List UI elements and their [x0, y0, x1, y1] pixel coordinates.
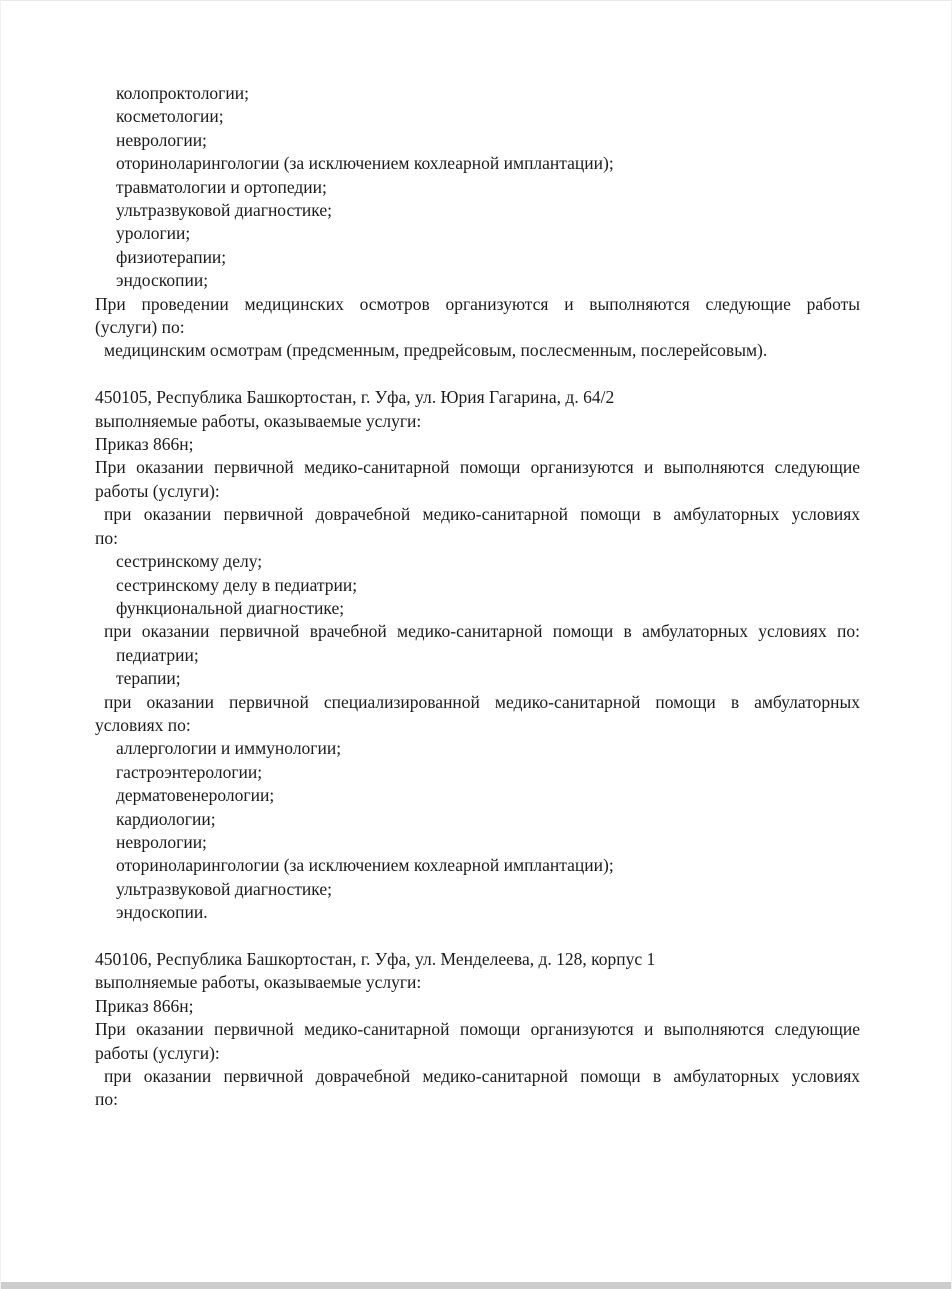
document-line: по: [95, 1089, 118, 1110]
document-line: работы (услуги): [95, 1042, 220, 1063]
document-line: неврологии; [116, 831, 207, 852]
document-line: сестринскому делу; [116, 551, 263, 572]
document-line: физиотерапии; [116, 246, 227, 267]
document-line: ультразвуковой диагностике; [116, 878, 332, 899]
document-line: 450105, Республика Башкортостан, г. Уфа, ул. Юрия Гагарина, д. 64/2 [95, 387, 615, 408]
document-line: При оказании первичной медико-санитарной помощи организуются и выполняются следующие [95, 457, 860, 478]
document-line: травматологии и ортопедии; [116, 176, 327, 197]
document-line: по: [95, 527, 118, 548]
document-line: урологии; [116, 223, 191, 244]
document-line: функциональной диагностике; [116, 597, 345, 618]
document-line: (услуги) по: [95, 317, 185, 338]
document-line: колопроктологии; [116, 83, 249, 103]
document-line: кардиологии; [116, 808, 216, 829]
document-line: ультразвуковой диагностике; [116, 200, 332, 221]
document-line: эндоскопии. [116, 902, 208, 923]
page-bottom-edge [1, 1282, 951, 1289]
document-line: при оказании первичной специализированной медико-санитарной помощи в амбулаторных [104, 691, 860, 712]
blank-line [95, 925, 860, 948]
document-line: дерматовенерологии; [116, 785, 275, 806]
document-line: терапии; [116, 668, 181, 689]
document-line: выполняемые работы, оказываемые услуги: [95, 410, 422, 431]
document-line: оториноларингологии (за исключением кохлеарной имплантации); [116, 855, 614, 876]
document-line: условиях по: [95, 714, 191, 735]
document-line: При оказании первичной медико-санитарной помощи организуются и выполняются следующие [95, 1019, 860, 1040]
document-line: гастроэнтерологии; [116, 761, 263, 782]
document-line: при оказании первичной врачебной медико-санитарной помощи в амбулаторных условиях по: [104, 621, 860, 642]
document-line: педиатрии; [116, 644, 199, 665]
document-line: медицинским осмотрам (предсменным, предрейсовым, послесменным, послерейсовым). [104, 340, 768, 361]
document-line: 450106, Республика Башкортостан, г. Уфа, ул. Менделеева, д. 128, корпус 1 [95, 949, 656, 969]
document-line: при оказании первичной доврачебной медико-санитарной помощи в амбулаторных условиях [104, 1066, 860, 1087]
document-line: сестринскому делу в педиатрии; [116, 574, 358, 595]
document-line: оториноларингологии (за исключением кохлеарной имплантации); [116, 153, 614, 174]
blank-line [95, 363, 860, 386]
document-line: при оказании первичной доврачебной медико-санитарной помощи в амбулаторных условиях [104, 504, 860, 525]
document-body [95, 82, 860, 1112]
document-line: аллергологии и иммунологии; [116, 738, 342, 759]
document-line: выполняемые работы, оказываемые услуги: [95, 972, 422, 993]
document-line: Приказ 866н; [95, 995, 194, 1016]
document-line: эндоскопии; [116, 270, 209, 291]
document-line: косметологии; [116, 106, 224, 127]
document-line: работы (услуги): [95, 480, 220, 501]
document-line: Приказ 866н; [95, 434, 194, 455]
document-line: неврологии; [116, 129, 207, 150]
document-line: При проведении медицинских осмотров организуются и выполняются следующие работы [95, 293, 860, 314]
